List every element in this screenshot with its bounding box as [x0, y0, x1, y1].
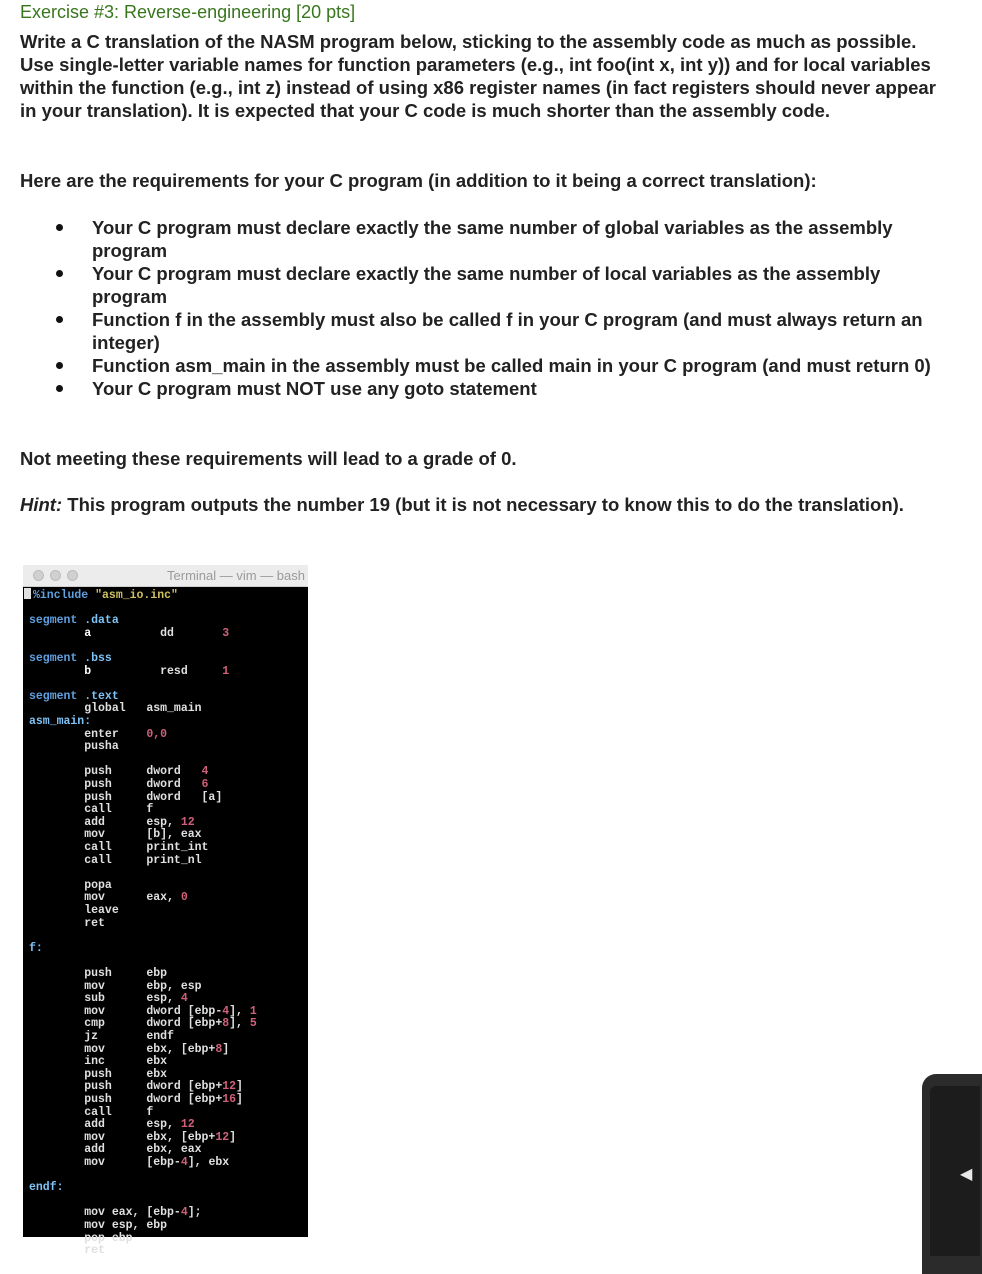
code-line [29, 614, 119, 627]
requirement-item: Your C program must declare exactly the same number of global variables as the assembly program [92, 216, 954, 262]
code-line [29, 917, 105, 930]
code-token: ], [229, 1004, 250, 1018]
code-token: mov eax, [29, 891, 181, 905]
exercise-intro: Write a C translation of the NASM program below, sticking to the assembly code as much as possible. Use single-letter variable names for function parameters (e.g., int foo(int x, int y)) and for local variables within the function (e.g., int z) instead of using x86 register names (in fact registers should never appear in your translation). It is expected that your C code is much shorter than the assembly code. [20, 31, 936, 121]
code-token: 0 [180, 891, 188, 905]
exercise-title: Exercise #3: Reverse-engineering [20 pts] [20, 2, 356, 22]
code-token: add esp, [29, 815, 181, 829]
hint-label: Hint: [20, 494, 63, 515]
code-token: resd [160, 664, 223, 678]
terminal-title: Terminal — vim — bash [167, 568, 305, 583]
code-line [29, 992, 188, 1005]
code-token: 16 [222, 1093, 237, 1106]
code-line [29, 1131, 236, 1144]
code-line [29, 1219, 167, 1232]
code-token: push ebp [29, 967, 168, 980]
requirements-list [92, 216, 954, 400]
code-token: call f [29, 1105, 154, 1119]
code-token: "asm_io.inc" [95, 589, 178, 602]
code-token: 1 [249, 1004, 257, 1018]
code-line [29, 1093, 243, 1106]
code-token: push dword [ebp+ [29, 1093, 223, 1106]
warning-text: Not meeting these requirements will lead to a grade of 0. [20, 448, 517, 469]
code-token: 6 [201, 778, 209, 791]
code-line [29, 778, 208, 791]
code-token: mov [ebp- [29, 1156, 181, 1169]
code-token: ], [229, 1017, 250, 1031]
code-line [29, 1005, 257, 1018]
code-token: push dword [ebp+ [29, 1080, 223, 1094]
code-line [29, 828, 202, 841]
code-line [29, 942, 43, 955]
code-line [29, 816, 195, 829]
code-line [29, 715, 91, 728]
code-token: 12 [180, 815, 195, 829]
code-token: f: [29, 941, 43, 955]
code-token: 1 [222, 664, 230, 678]
code-line [29, 1143, 202, 1156]
code-token: ] [236, 1080, 243, 1094]
code-token: ] [222, 1042, 230, 1056]
code-token: enter [29, 727, 147, 741]
terminal-window [23, 565, 308, 1258]
code-token: inc ebx [29, 1055, 168, 1069]
code-line [29, 891, 188, 904]
code-line [29, 1055, 167, 1068]
code-line [29, 967, 167, 980]
code-line [29, 1232, 133, 1245]
code-token: ret [29, 1244, 105, 1258]
code-line [29, 1244, 105, 1257]
code-token: push dword [29, 778, 202, 791]
code-token: ] [229, 1130, 237, 1144]
code-token: leave [29, 904, 119, 917]
code-token: cmp dword [ebp+ [29, 1017, 223, 1031]
code-token: 8 [222, 1017, 230, 1031]
code-token: 4 [222, 1004, 230, 1018]
code-token: 8 [215, 1042, 223, 1056]
code-line [29, 841, 208, 854]
code-token: mov ebp, esp [29, 979, 202, 993]
code-line [29, 854, 202, 867]
code-line [33, 589, 178, 602]
code-line [29, 690, 119, 703]
code-token: call print_nl [29, 853, 202, 867]
code-token: pusha [29, 740, 119, 754]
code-line [29, 1206, 202, 1219]
code-token: 12 [215, 1130, 230, 1144]
code-line [29, 879, 112, 892]
code-token: sub esp, [29, 992, 181, 1006]
code-line [29, 1043, 229, 1056]
requirement-item: Your C program must declare exactly the same number of local variables as the assembly program [92, 262, 954, 308]
code-line [29, 652, 112, 665]
code-token: 3 [222, 626, 230, 640]
code-token: a [29, 626, 161, 640]
device-screen [930, 1086, 980, 1256]
assembly-code [23, 586, 308, 1258]
code-token: 4 [180, 992, 188, 1006]
hint-text: This program outputs the number 19 (but it is not necessary to know this to do the translation). [62, 494, 904, 515]
code-line [29, 980, 202, 993]
code-token: 0,0 [146, 727, 168, 741]
device-edge [922, 1074, 982, 1274]
code-token: mov ebx, [ebp+ [29, 1130, 216, 1144]
code-token: push ebx [29, 1067, 168, 1081]
code-line [29, 1030, 174, 1043]
code-token: ], ebx [187, 1156, 230, 1169]
code-token: add ebx, eax [29, 1143, 202, 1157]
code-token: .text [84, 689, 119, 703]
code-line [29, 1118, 195, 1131]
requirement-item: Function f in the assembly must also be called f in your C program (and must always return an integer) [92, 308, 954, 354]
code-token: popa [29, 878, 112, 892]
code-token: 12 [222, 1080, 237, 1094]
code-line [29, 1017, 257, 1030]
requirements-heading: Here are the requirements for your C program (in addition to it being a correct translation): [20, 170, 817, 191]
code-line [29, 791, 222, 804]
requirement-item: Function asm_main in the assembly must be called main in your C program (and must return 0) [92, 354, 954, 377]
code-token: asm_main: [29, 715, 92, 728]
code-token: mov dword [ebp- [29, 1004, 223, 1018]
code-token: b [29, 664, 161, 678]
back-arrow-icon: ◀ [960, 1166, 973, 1183]
code-token: 12 [180, 1118, 195, 1132]
code-line [29, 1068, 167, 1081]
code-token: jz endf [29, 1030, 174, 1043]
code-token: mov esp, ebp [29, 1219, 168, 1232]
code-token: .data [84, 614, 119, 628]
code-token: .bss [84, 652, 112, 665]
code-line [29, 1080, 243, 1093]
code-token: call f [29, 803, 154, 817]
hint-paragraph [20, 493, 920, 516]
code-token: 5 [249, 1017, 257, 1031]
code-token: call print_int [29, 841, 209, 854]
text-cursor-icon [24, 588, 31, 599]
code-token: global asm_main [29, 702, 202, 716]
terminal-titlebar [23, 565, 308, 587]
code-token: add esp, [29, 1118, 181, 1132]
code-token: push dword [29, 765, 202, 779]
code-token: pop ebp [29, 1231, 133, 1245]
requirement-item: Your C program must NOT use any goto statement [92, 377, 954, 400]
code-line [29, 627, 229, 640]
code-token: segment [29, 614, 85, 628]
code-token: ] [236, 1093, 243, 1106]
code-token: 4 [180, 1156, 188, 1169]
code-token: mov eax, [ebp- [29, 1206, 181, 1220]
code-token: endf: [29, 1181, 64, 1195]
code-line [29, 702, 202, 715]
code-token: mov [b], eax [29, 828, 202, 842]
code-line [29, 740, 119, 753]
code-line [29, 728, 167, 741]
code-line [29, 1181, 64, 1194]
code-token: 4 [201, 765, 209, 779]
code-line [29, 1156, 229, 1169]
code-token: 4 [180, 1206, 188, 1220]
code-line [29, 1106, 153, 1119]
code-token: mov ebx, [ebp+ [29, 1042, 216, 1056]
code-token: dd [160, 626, 223, 640]
code-token: ]; [187, 1206, 202, 1220]
code-line [29, 803, 153, 816]
code-token: %include [33, 589, 96, 602]
code-line [29, 665, 229, 678]
code-token: segment [29, 652, 85, 665]
code-token: segment [29, 689, 85, 703]
code-token: push dword [a] [29, 790, 223, 804]
code-token: ret [29, 916, 105, 930]
code-line [29, 904, 119, 917]
code-line [29, 765, 208, 778]
